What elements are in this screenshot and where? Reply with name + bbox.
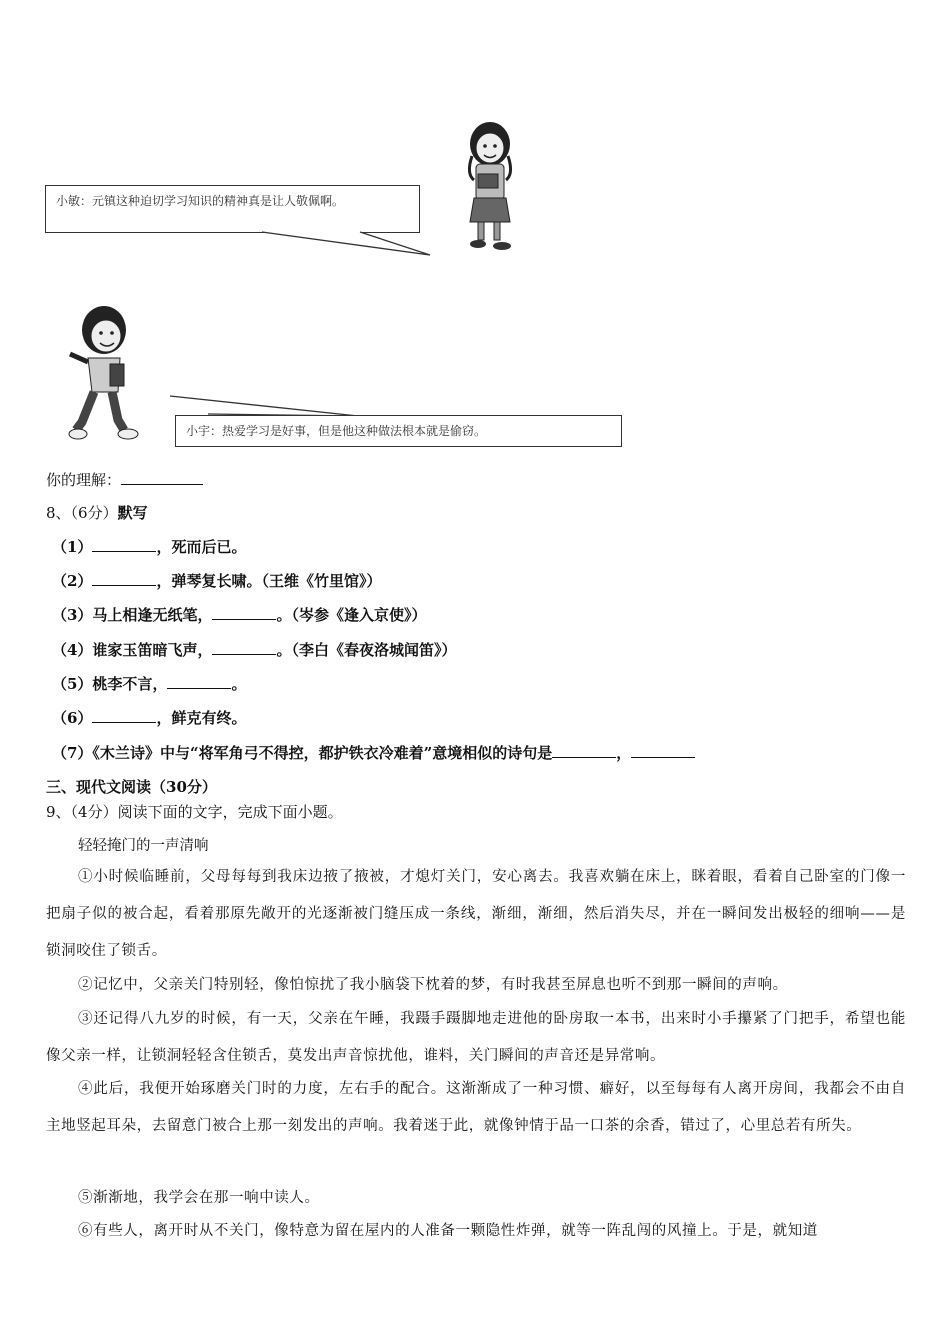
section-3-heading: 三、现代文阅读（30分） [46, 778, 217, 796]
q8-item-4-blank[interactable] [212, 640, 276, 655]
article-paragraph-4: ④此后，我便开始琢磨关门时的力度，左右手的配合。这渐渐成了一种习惯、癖好，以至每每有人离开房间，我都会不由自主地竖起耳朵，去留意门被合上那一刻发出的声响。我着迷于此，就像钟情于品一口茶的余香，错过了，心里总若有所失。 [46, 1081, 906, 1134]
xiaomin-speech-bubble [45, 185, 420, 233]
article-paragraph-5: ⑤渐渐地，我学会在那一响中读人。 [78, 1190, 320, 1206]
q8-item-7-blank-a[interactable] [552, 743, 616, 758]
q8-item-7-pre: （7）《木兰诗》中与“将军角弓不得控，都护铁衣冷难着”意境相似的诗句是 [52, 744, 553, 762]
q8-title [46, 503, 148, 523]
q8-item-7 [52, 743, 695, 763]
understanding-answer-blank[interactable] [121, 470, 203, 485]
q8-item-4-pre: （4）谁家玉笛暗飞声， [52, 641, 213, 659]
q8-item-2 [52, 571, 381, 591]
q8-item-1 [52, 537, 246, 557]
q8-item-1-blank[interactable] [92, 537, 156, 552]
q8-title-bold: 默写 [117, 504, 148, 522]
q8-item-4 [52, 640, 456, 660]
q8-item-3-post: 。（岑参《逢入京使》） [276, 606, 427, 624]
xiaomin-text: 小敏：元镇这种迫切学习知识的精神真是让人敬佩啊。 [56, 194, 345, 208]
q8-item-7-mid: ， [616, 744, 632, 762]
q8-item-2-blank[interactable] [92, 571, 156, 586]
q8-item-6 [52, 708, 246, 728]
boy-illustration [62, 300, 144, 446]
q8-item-6-blank[interactable] [92, 708, 156, 723]
girl-illustration [452, 118, 534, 254]
q9-title: 9、（4分）阅读下面的文字，完成下面小题。 [46, 803, 343, 821]
q8-item-6-post: ，鲜克有终。 [156, 709, 247, 727]
q8-item-5-blank[interactable] [167, 674, 231, 689]
q8-item-2-pre: （2） [52, 572, 93, 590]
article-paragraph-2: ②记忆中，父亲关门特别轻，像怕惊扰了我小脑袋下枕着的梦，有时我甚至屏息也听不到那一瞬间的声响。 [78, 977, 788, 993]
article-paragraph-1: ①小时候临睡前，父母每每到我床边掖了掖被，才熄灯关门，安心离去。我喜欢躺在床上，眯着眼，看着自己卧室的门像一把扇子似的被合起，看着那原先敞开的光逐渐被门缝压成一条线，渐细，渐细，然后消失尽，并在一瞬间发出极轻的细响——是锁洞咬住了锁舌。 [46, 869, 906, 959]
q8-item-4-post: 。（李白《春夜洛城闻笛》） [276, 641, 457, 659]
q8-item-3 [52, 605, 426, 625]
q8-item-3-pre: （3）马上相逢无纸笔， [52, 606, 213, 624]
q8-item-3-blank[interactable] [212, 605, 276, 620]
article-title: 轻轻掩门的一声清响 [78, 838, 209, 854]
q8-item-5-pre: （5）桃李不言， [52, 675, 168, 693]
xiaoyu-text: 小宇：热爱学习是好事，但是他这种做法根本就是偷窃。 [186, 424, 487, 438]
q8-item-1-pre: （1） [52, 538, 93, 556]
q8-title-prefix: 8、（6分） [46, 504, 118, 522]
xiaoyu-speech-bubble [175, 415, 622, 447]
q8-item-1-post: ，死而后已。 [156, 538, 247, 556]
q8-item-7-blank-b[interactable] [631, 743, 695, 758]
q8-item-6-pre: （6） [52, 709, 93, 727]
article-paragraph-6: ⑥有些人，离开时从不关门，像特意为留在屋内的人准备一颗隐性炸弹，就等一阵乱闯的风撞上。于是，就知道 [78, 1223, 818, 1239]
article-paragraph-3: ③还记得八九岁的时候，有一天，父亲在午睡，我蹑手蹑脚地走进他的卧房取一本书，出来时小手攥紧了门把手，希望也能像父亲一样，让锁洞轻轻含住锁舌，莫发出声音惊扰他，谁料，关门瞬间的声音还是异常响。 [46, 1011, 906, 1064]
q8-item-5 [52, 674, 246, 694]
understanding-label: 你的理解： [46, 471, 122, 489]
xiaomin-bubble-tail [260, 231, 435, 259]
understanding-line [46, 470, 203, 490]
q8-item-5-post: 。 [231, 675, 247, 693]
q8-item-2-post: ，弹琴复长啸。（王维《竹里馆》） [156, 572, 382, 590]
